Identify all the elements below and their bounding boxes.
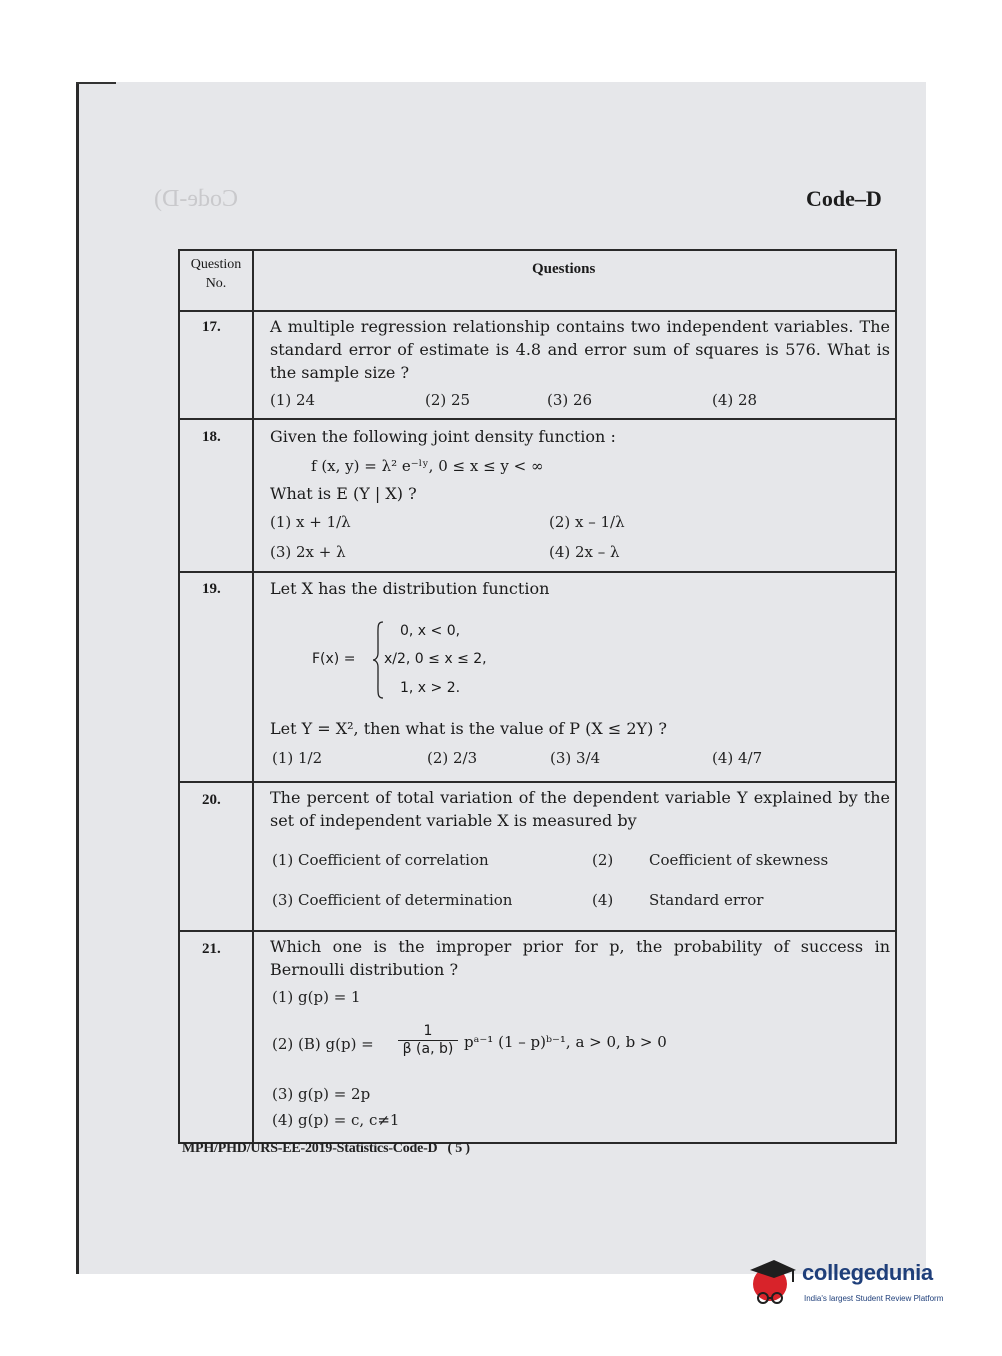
option: (1) x + 1/λ (270, 513, 351, 531)
question-text: What is E (Y | X) ? (270, 484, 417, 503)
option: (2) x – 1/λ (549, 513, 625, 531)
row-divider (180, 310, 895, 312)
case-line: x/2, 0 ≤ x ≤ 2, (384, 651, 487, 667)
question-table (178, 249, 897, 1144)
header-questions: Questions (532, 261, 596, 277)
brace-icon (372, 621, 384, 699)
option: Standard error (649, 891, 764, 909)
footer-code: MPH/PHD/URS-EE-2019-Statistics-Code-D (182, 1141, 438, 1156)
option: (1) g(p) = 1 (272, 988, 361, 1006)
fraction (398, 1023, 458, 1057)
question-text: A multiple regression relationship contains two independent variables. The standard error of estimate is 4.8 and error sum of squares is 576. What is the sample size ? (270, 317, 890, 382)
graduate-icon (744, 1254, 800, 1310)
row-divider (180, 571, 895, 573)
paper-code: Code–D (806, 186, 882, 211)
option: (2) (592, 851, 614, 869)
collegedunia-logo (744, 1254, 974, 1314)
fraction-denominator: β (a, b) (398, 1040, 458, 1057)
option: (4) 4/7 (712, 749, 763, 767)
option: (1) Coefficient of correlation (272, 851, 489, 869)
option: (3) 26 (547, 391, 593, 409)
question-number: 19. (202, 581, 221, 597)
row-divider (180, 781, 895, 783)
question-number: 18. (202, 429, 221, 445)
case-line: 0, x < 0, (400, 623, 461, 639)
brand-name: collegedunia (802, 1260, 933, 1285)
option: Coefficient of skewness (649, 851, 829, 869)
case-line: 1, x > 2. (400, 680, 461, 696)
question-text: The percent of total variation of the dependent variable Y explained by the set of independent variable X is measured by (270, 788, 890, 830)
option: (2) (B) g(p) = (272, 1035, 374, 1053)
question-text: Let Y = X², then what is the value of P (X ≤ 2Y) ? (270, 719, 667, 738)
option: (3) Coefficient of determination (272, 891, 513, 909)
option: (3) g(p) = 2p (272, 1085, 371, 1103)
density-formula: f (x, y) = λ² e⁻ˡʸ, 0 ≤ x ≤ y < ∞ (311, 457, 544, 475)
brand-tagline: India's largest Student Review Platform (804, 1294, 944, 1303)
question-number: 21. (202, 941, 221, 957)
header-question-no: Question No. (190, 257, 242, 291)
question-text: Given the following joint density function : (270, 427, 616, 446)
bleed-through-text: Code-D) (154, 186, 238, 212)
option: (2) 2/3 (427, 749, 478, 767)
option: (2) 25 (425, 391, 471, 409)
row-divider (180, 930, 895, 932)
prior-formula: pᵃ⁻¹ (1 – p)ᵇ⁻¹, a > 0, b > 0 (464, 1033, 667, 1051)
option: (4) 2x – λ (549, 543, 620, 561)
option: (4) (592, 891, 614, 909)
option: (1) 24 (270, 391, 316, 409)
option: (1) 1/2 (272, 749, 323, 767)
page-number: ( 5 ) (447, 1141, 470, 1156)
question-text: Let X has the distribution function (270, 579, 550, 598)
option: (4) g(p) = c, c≠1 (272, 1111, 400, 1129)
fraction-numerator: 1 (423, 1023, 433, 1039)
column-divider (252, 251, 254, 1142)
distribution-label: F(x) = (312, 651, 356, 667)
page-footer (182, 1141, 470, 1157)
option: (3) 2x + λ (270, 543, 346, 561)
row-divider (180, 418, 895, 420)
question-number: 20. (202, 792, 221, 808)
option: (3) 3/4 (550, 749, 601, 767)
question-number: 17. (202, 319, 221, 335)
question-text: Which one is the improper prior for p, the probability of success in Bernoulli distribution ? (270, 937, 890, 979)
option: (4) 28 (712, 391, 758, 409)
